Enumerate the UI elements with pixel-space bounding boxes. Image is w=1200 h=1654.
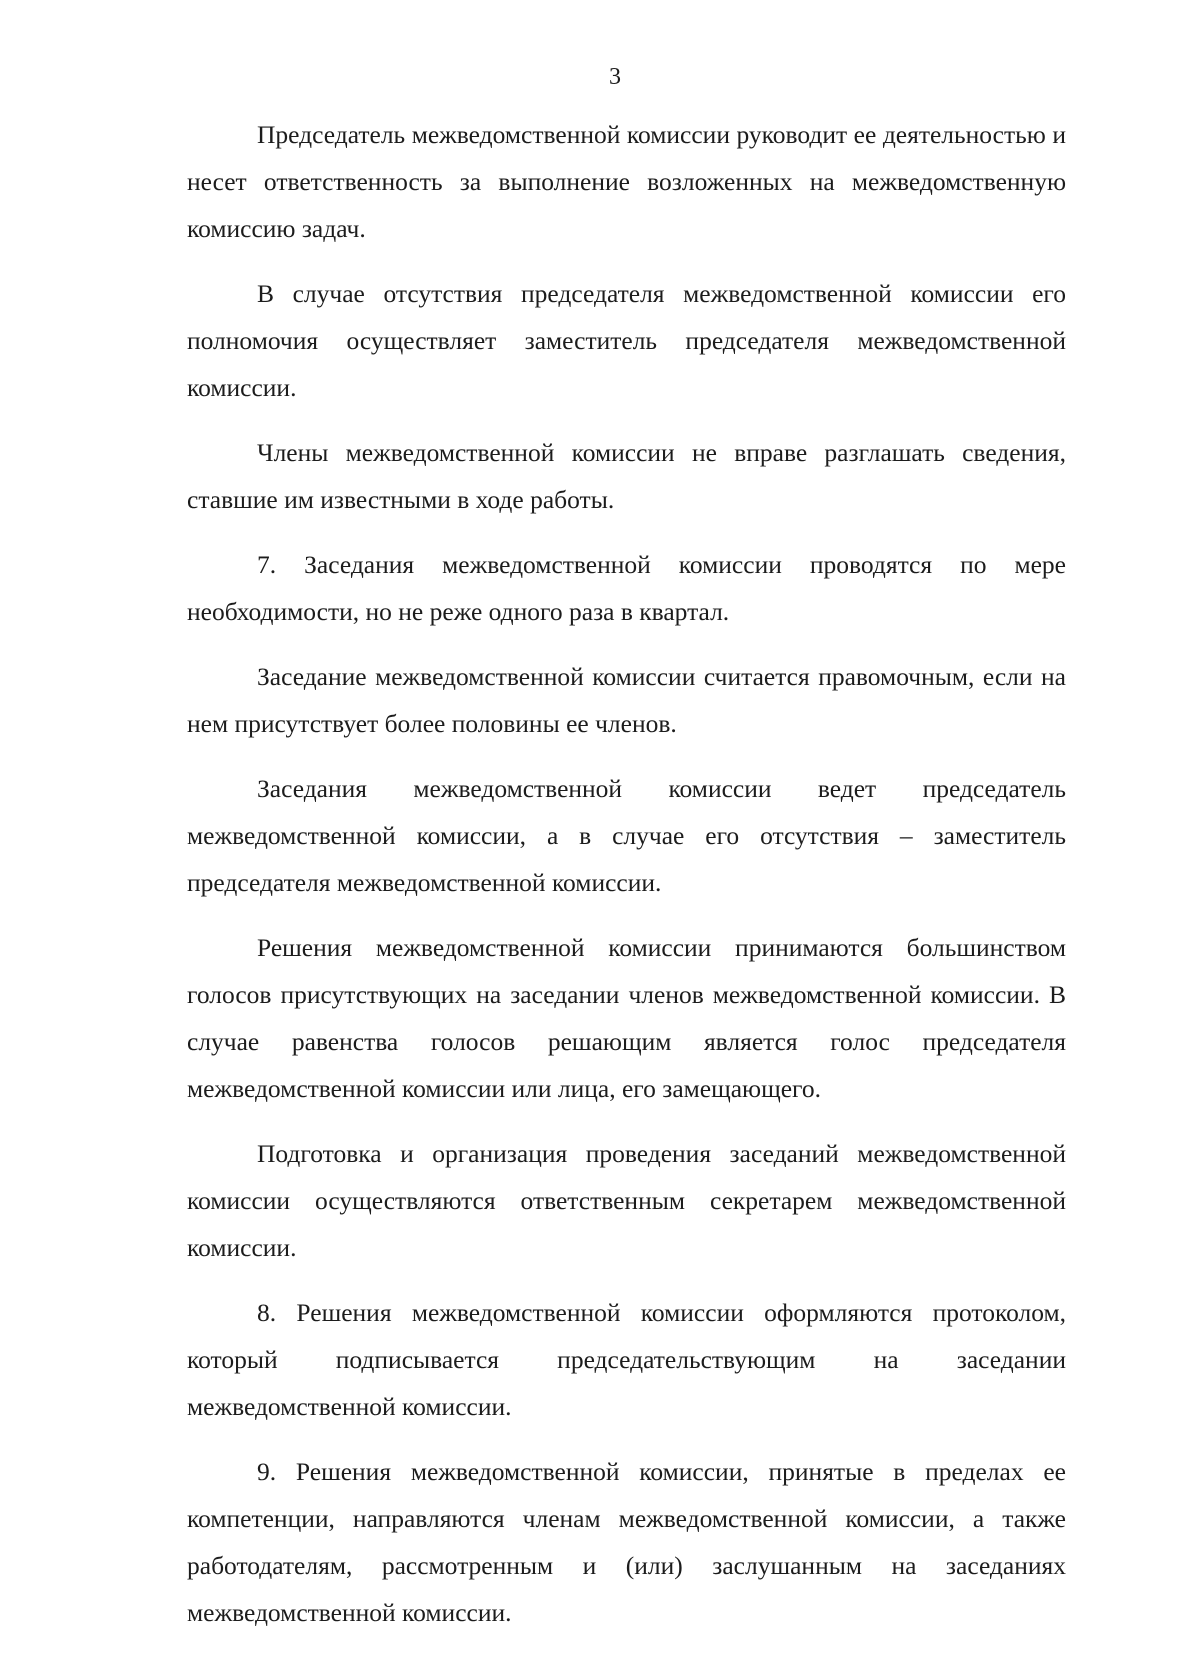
paragraph-confidentiality: Члены межведомственной комиссии не вправе разглашать сведения, ставшие им известными в ходе работы. xyxy=(187,438,1066,514)
paragraph-item-7-meetings: 7. Заседания межведомственной комиссии проводятся по мере необходимости, но не реже одного раза в квартал. xyxy=(187,550,1066,626)
page-number: 3 xyxy=(609,64,621,90)
document-body xyxy=(187,111,1066,1654)
paragraph-item-9-distribution: 9. Решения межведомственной комиссии, принятые в пределах ее компетенции, направляются членам межведомственной комиссии, а также работодателям, рассмотренным и (или) заслушанным на заседаниях межведомственной комиссии. xyxy=(187,1457,1066,1627)
paragraph-voting: Решения межведомственной комиссии принимаются большинством голосов присутствующих на заседании членов межведомственной комиссии. В случае равенства голосов решающим является голос председателя межведомственной комиссии или лица, его замещающего. xyxy=(187,933,1066,1103)
paragraph-quorum: Заседание межведомственной комиссии считается правомочным, если на нем присутствует более половины ее членов. xyxy=(187,662,1066,738)
paragraph-meeting-chair: Заседания межведомственной комиссии ведет председатель межведомственной комиссии, а в случае его отсутствия – заместитель председателя межведомственной комиссии. xyxy=(187,774,1066,897)
paragraph-chairman-absence: В случае отсутствия председателя межведомственной комиссии его полномочия осуществляет заместитель председателя межведомственной комиссии. xyxy=(187,279,1066,402)
paragraph-preparation: Подготовка и организация проведения заседаний межведомственной комиссии осуществляются ответственным секретарем межведомственной комиссии. xyxy=(187,1139,1066,1262)
paragraph-item-8-protocol: 8. Решения межведомственной комиссии оформляются протоколом, который подписывается председательствующим на заседании межведомственной комиссии. xyxy=(187,1298,1066,1421)
paragraph-chairman-duties: Председатель межведомственной комиссии руководит ее деятельностью и несет ответственность за выполнение возложенных на межведомственную комиссию задач. xyxy=(187,120,1066,243)
